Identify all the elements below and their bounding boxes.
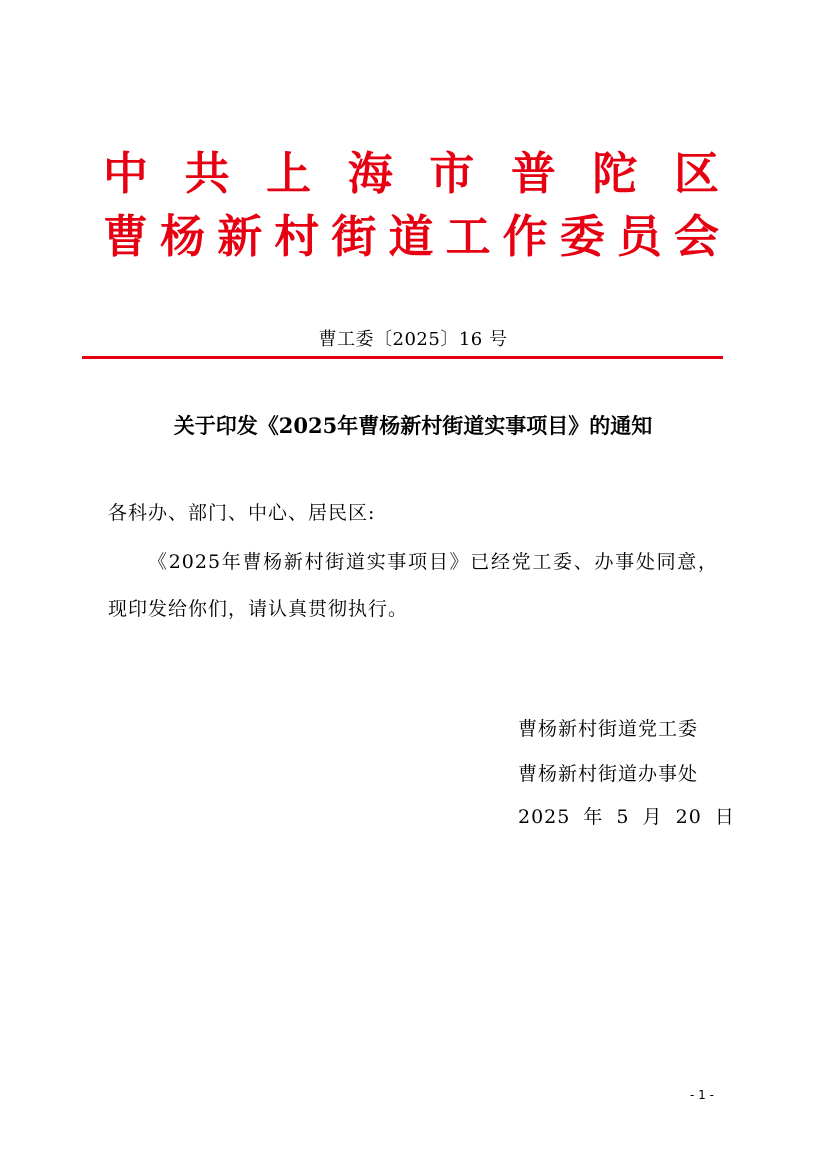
body-paragraph: 《2025年曹杨新村街道实事项目》已经党工委、办事处同意，现印发给你们，请认真贯彻执行。 (108, 551, 718, 620)
header-char: 曹 (103, 210, 149, 263)
header-char: 委 (559, 210, 605, 263)
page-number: - 1 - (690, 1088, 714, 1102)
header-char: 道 (388, 210, 434, 263)
red-separator-rule (82, 356, 723, 359)
signature-date: 2025 年 5 月 20 日 (518, 806, 735, 828)
header-char: 村 (274, 210, 320, 263)
salutation: 各科办、部门、中心、居民区: (108, 502, 376, 524)
header-char: 中 (103, 147, 149, 200)
header-char: 会 (673, 210, 719, 263)
header-char: 上 (266, 147, 312, 200)
header-char: 工 (445, 210, 491, 263)
header-char: 新 (217, 210, 263, 263)
header-char: 陀 (592, 147, 638, 200)
header-char: 共 (184, 147, 230, 200)
issuer-header-line-2 (103, 209, 719, 265)
document-number: 曹工委〔2025〕16 号 (318, 329, 508, 350)
header-char: 员 (616, 210, 662, 263)
header-char: 普 (510, 147, 556, 200)
header-char: 杨 (160, 210, 206, 263)
header-char: 市 (429, 147, 475, 200)
header-char: 街 (331, 210, 377, 263)
header-char: 作 (502, 210, 548, 263)
issuer-header-line-1 (103, 146, 719, 202)
signature-issuer-1: 曹杨新村街道党工委 (518, 718, 699, 740)
header-char: 区 (673, 147, 719, 200)
header-char: 海 (347, 147, 393, 200)
signature-issuer-2: 曹杨新村街道办事处 (518, 763, 699, 785)
document-title: 关于印发《2025年曹杨新村街道实事项目》的通知 (173, 413, 653, 438)
